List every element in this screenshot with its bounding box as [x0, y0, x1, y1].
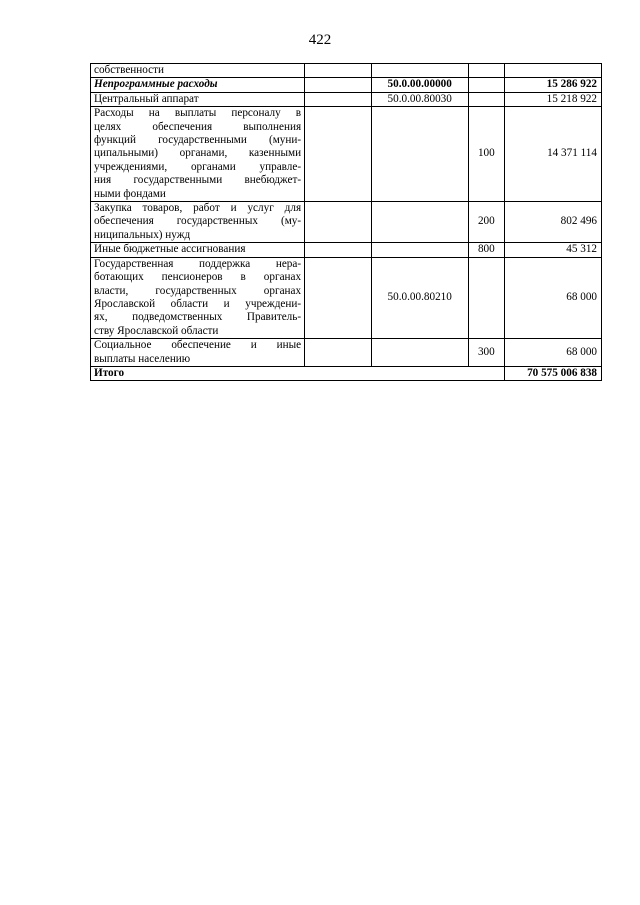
row-type-cell — [468, 78, 504, 92]
row-type-cell — [468, 257, 504, 338]
table-row — [91, 78, 602, 92]
row-name-cell — [91, 92, 305, 106]
row-name-line: Непрограммные расходы — [94, 78, 218, 91]
empty-cell — [305, 78, 372, 92]
row-type-cell: 800 — [468, 243, 504, 257]
table-row — [91, 339, 602, 367]
empty-cell — [305, 257, 372, 338]
empty-cell — [305, 243, 372, 257]
table-row — [91, 64, 602, 78]
row-amount-cell: 15 286 922 — [505, 78, 602, 92]
row-amount-cell — [505, 64, 602, 78]
row-name-line: ния государственными внебюджет- — [94, 174, 302, 187]
row-name-line: ству Ярославской области — [94, 324, 219, 337]
row-code-cell — [371, 339, 468, 367]
row-name-line: Иные бюджетные ассигнования — [94, 243, 246, 256]
row-type-cell — [468, 64, 504, 78]
row-amount-cell: 15 218 922 — [505, 92, 602, 106]
table-row — [91, 243, 602, 257]
row-name-cell — [91, 78, 305, 92]
row-name-line: власти, государственных органах — [94, 284, 302, 297]
total-row — [91, 366, 602, 380]
row-name-line: Ярославской области и учреждени- — [94, 297, 302, 310]
row-name-line: целях обеспечения выполнения — [94, 120, 302, 133]
empty-cell — [305, 339, 372, 367]
row-name-cell — [91, 107, 305, 202]
row-name-cell — [91, 202, 305, 243]
row-name-line: учреждениями, органами управле- — [94, 160, 302, 173]
row-amount-cell: 802 496 — [505, 202, 602, 243]
page-number: 422 — [308, 32, 332, 48]
row-name-line: Центральный аппарат — [94, 92, 199, 105]
row-amount-cell: 68 000 — [505, 257, 602, 338]
row-code-cell — [371, 243, 468, 257]
table-row — [91, 92, 602, 106]
table-row — [91, 107, 602, 202]
row-name-line: ботающих пенсионеров в органах — [94, 271, 302, 284]
row-type-cell: 300 — [468, 339, 504, 367]
empty-cell — [305, 92, 372, 106]
row-name-cell — [91, 257, 305, 338]
empty-cell — [305, 64, 372, 78]
row-code-cell: 50.0.00.80030 — [371, 92, 468, 106]
empty-cell — [305, 107, 372, 202]
total-label: Итого — [94, 366, 125, 379]
total-label-cell — [91, 366, 505, 380]
budget-table — [90, 63, 602, 381]
row-type-cell: 200 — [468, 202, 504, 243]
row-code-cell — [371, 64, 468, 78]
row-name-line: Закупка товаров, работ и услуг для — [94, 202, 302, 215]
row-name-cell — [91, 339, 305, 367]
row-code-cell — [371, 202, 468, 243]
row-name-line: Расходы на выплаты персоналу в — [94, 107, 302, 120]
empty-cell — [305, 202, 372, 243]
row-amount-cell: 45 312 — [505, 243, 602, 257]
row-name-cell — [91, 64, 305, 78]
total-amount-cell: 70 575 006 838 — [505, 366, 602, 380]
row-code-cell — [371, 107, 468, 202]
row-name-cell — [91, 243, 305, 257]
row-name-line: собственности — [94, 64, 164, 76]
row-code-cell: 50.0.00.80210 — [371, 257, 468, 338]
row-name-line: ными фондами — [94, 187, 166, 200]
table-row — [91, 257, 602, 338]
row-code-cell: 50.0.00.00000 — [371, 78, 468, 92]
row-type-cell — [468, 92, 504, 106]
row-amount-cell: 68 000 — [505, 339, 602, 367]
row-name-line: Социальное обеспечение и иные — [94, 339, 302, 352]
row-amount-cell: 14 371 114 — [505, 107, 602, 202]
row-name-line: обеспечения государственных (му- — [94, 215, 302, 228]
table-row — [91, 202, 602, 243]
row-name-line: функций государственными (муни- — [94, 134, 302, 147]
row-name-line: ципальными) органами, казенными — [94, 147, 302, 160]
row-type-cell: 100 — [468, 107, 504, 202]
row-name-line: ниципальных) нужд — [94, 228, 191, 241]
row-name-line: ях, подведомственных Правитель- — [94, 311, 302, 324]
row-name-line: выплаты населению — [94, 352, 191, 365]
row-name-line: Государственная поддержка нера- — [94, 257, 302, 270]
